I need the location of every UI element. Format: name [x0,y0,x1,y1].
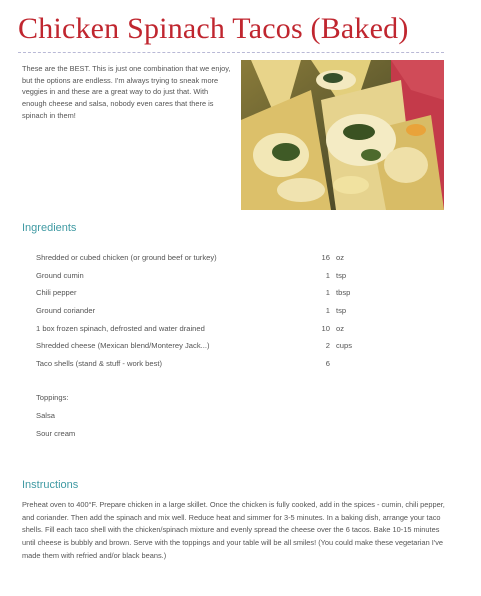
ingredient-unit: tbsp [336,288,351,298]
recipe-title: Chicken Spinach Tacos (Baked) [18,12,409,45]
instructions-text: Preheat oven to 400°F. Prepare chicken in a large skillet. Once the chicken is fully cooked, add in the spices - cumin, chili pepper, and coriander. Then add the spinach and mix well. Reduce heat and simmer for 3-5 minutes. In a baking dish, arrange your taco shells. Fill each taco shell with the chicken/spinach mixture and evenly spread the cheese over the 6 tacos. Bake 10-15 minutes until cheese is bubbly and brown. Serve with the toppings and your table will be all smiles! (You could make these vegetarian I've made them with refried and/or black beans.) [22,500,445,560]
ingredient-name: Ground cumin [36,270,84,280]
ingredient-qty: 16 [321,253,330,262]
recipe-intro: These are the BEST. This is just one combination that we enjoy, but the options are endless. I'm always trying to sneak more veggies in and these are a great way to do just that. With enough cheese and salsa, nobody even cares that there is spinach in them! [22,64,231,120]
ingredient-row [36,304,366,322]
ingredient-row [36,339,366,357]
ingredient-name: Taco shells (stand & stuff - work best) [36,359,163,369]
toppings-list [36,391,75,445]
ingredient-name: 1 box frozen spinach, defrosted and water drained [36,323,205,333]
topping-item: Sour cream [36,429,76,438]
ingredient-unit: tsp [336,270,347,280]
ingredient-qty: 1 [325,270,330,280]
ingredient-qty: 10 [321,323,330,333]
ingredient-name: Shredded cheese (Mexican blend/Monterey Jack...) [36,341,210,351]
topping-item: Salsa [36,411,55,420]
recipe-photo [241,60,444,210]
ingredients-heading: Ingredients [22,222,77,234]
ingredient-qty: 1 [325,306,330,316]
ingredient-name: Shredded or cubed chicken (or ground beef or turkey) [36,253,217,262]
ingredient-qty: 1 [325,288,330,298]
ingredient-row [36,357,366,375]
ingredient-unit: tsp [336,306,347,316]
ingredient-name: Chili pepper [36,288,77,298]
instructions-heading: Instructions [22,479,79,491]
ingredient-qty: 2 [325,341,330,351]
ingredient-unit: oz [336,253,345,262]
ingredient-unit: oz [336,323,345,333]
ingredient-row [36,269,366,287]
ingredient-name: Ground coriander [36,306,96,316]
toppings-label: Toppings: [36,393,69,402]
ingredient-list [36,251,366,375]
ingredient-row [36,322,366,340]
ingredient-qty: 6 [325,359,330,369]
title-divider [18,52,444,53]
ingredient-row [36,286,366,304]
ingredient-unit: cups [336,341,353,351]
ingredient-row [36,251,366,269]
